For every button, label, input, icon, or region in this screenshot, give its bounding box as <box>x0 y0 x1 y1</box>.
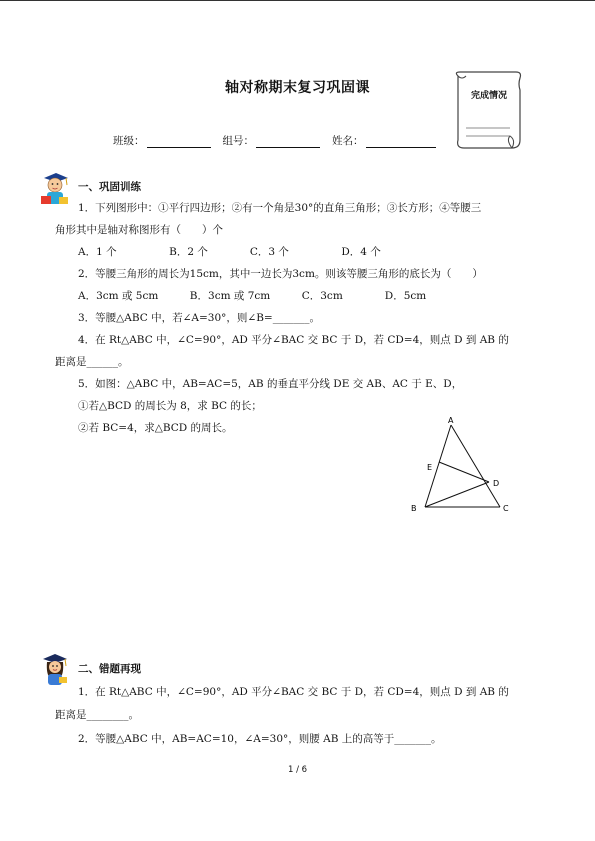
label-b: B <box>411 504 417 513</box>
group-label: 组号： <box>222 135 254 147</box>
section1-heading: 一、巩固训练 <box>78 181 141 193</box>
name-blank <box>366 136 436 148</box>
q5-part2: ②若 BC=4，求△BCD 的周长。 <box>78 422 233 434</box>
student-cartoon-icon <box>38 170 72 208</box>
label-e: E <box>427 463 433 472</box>
q2-line1: 2．等腰三角形的周长为15cm，其中一边长为3cm。则该等腰三角形的底长为（ ） <box>78 268 483 280</box>
q1-options: A．1 个 B．2 个 C．3 个 D．4 个 <box>78 246 381 258</box>
q4-line2: 距离是______。 <box>55 356 129 368</box>
review-q1-line2: 距离是________。 <box>55 709 139 721</box>
top-rule <box>0 0 595 1</box>
completion-scroll-icon <box>450 70 528 152</box>
completion-status-label: 完成情况 <box>470 91 507 101</box>
q5-line1: 5．如图：△ABC 中，AB=AC=5，AB 的垂直平分线 DE 交 AB、AC 于 E、D， <box>78 378 463 390</box>
q3-line: 3．等腰△ABC 中，若∠A=30°，则∠B=_______。 <box>78 312 320 324</box>
q4-line1: 4．在 Rt△ABC 中，∠C=90°，AD 平分∠BAC 交 BC 于 D，若 CD=4，则点 D 到 AB 的 <box>78 334 509 346</box>
q5-part1: ①若△BCD 的周长为 8，求 BC 的长； <box>78 400 262 412</box>
page-title: 轴对称期末复习巩固课 <box>225 80 370 96</box>
review-q2-line: 2．等腰△ABC 中，AB=AC=10，∠A=30°，则腰 AB 上的高等于_______。 <box>78 733 442 745</box>
section2-heading: 二、错题再现 <box>78 663 141 675</box>
q2-options: A．3cm 或 5cm B．3cm 或 7cm C．3cm D．5cm <box>78 290 427 302</box>
class-label: 班级： <box>113 135 145 147</box>
name-label: 姓名： <box>332 135 364 147</box>
q1-line2: 角形其中是轴对称图形有（ ）个 <box>55 224 223 236</box>
q1-line1: 1．下列图形中：①平行四边形；②有一个角是30°的直角三角形；③长方形；④等腰三 <box>78 202 482 214</box>
review-q1-line1: 1．在 Rt△ABC 中，∠C=90°，AD 平分∠BAC 交 BC 于 D，若 CD=4，则点 D 到 AB 的 <box>78 686 509 698</box>
group-blank <box>256 136 320 148</box>
triangle-figure <box>405 410 520 518</box>
label-d: D <box>493 479 500 488</box>
class-blank <box>147 136 211 148</box>
page-number: 1 / 6 <box>287 765 308 775</box>
graduate-cartoon-icon <box>38 650 72 688</box>
student-info-row <box>113 133 440 148</box>
label-c: C <box>503 504 509 513</box>
label-a: A <box>448 416 454 425</box>
